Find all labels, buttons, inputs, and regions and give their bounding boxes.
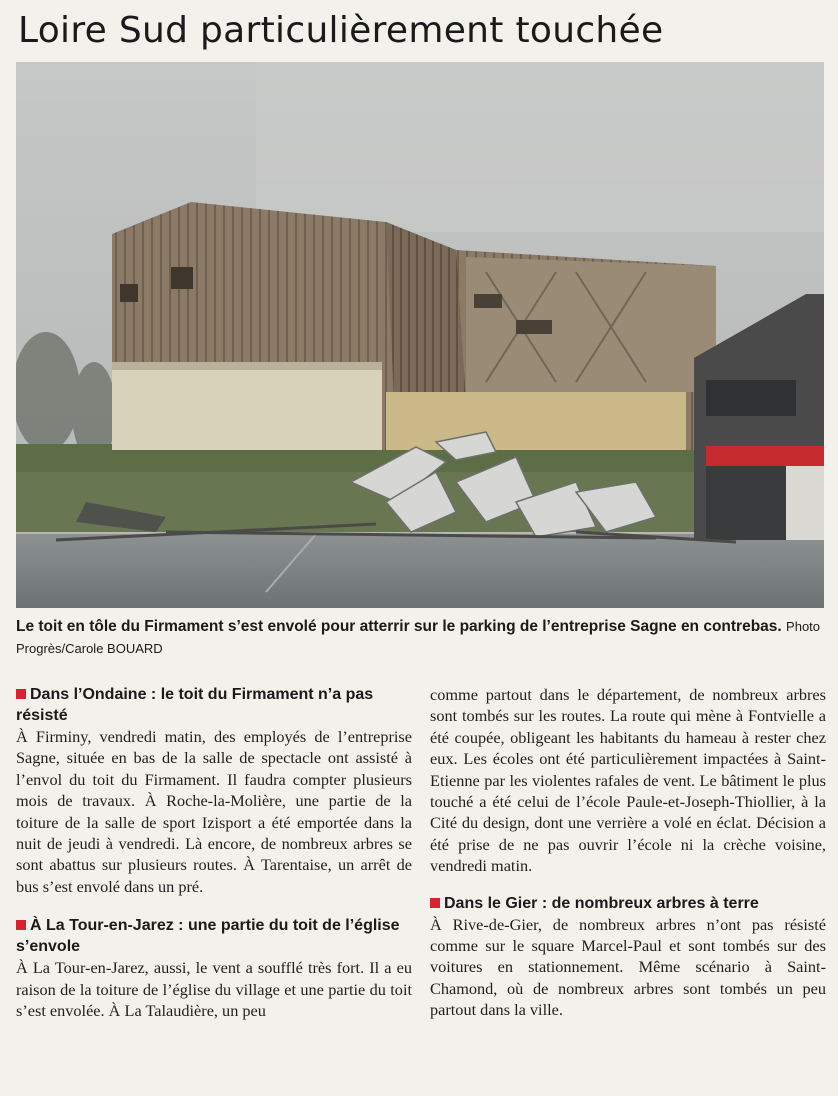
section-body-tour-en-jarez: À La Tour-en-Jarez, aussi, le vent a soufflé très fort. Il a eu raison de la toiture de l’église du village et une partie du toit s’est envolée. À La Talaudière, un peu bbox=[16, 958, 412, 1021]
photo-credit: Photo Progrès/Carole BOUARD bbox=[16, 619, 821, 656]
headline: Loire Sud particulièrement touchée bbox=[18, 10, 664, 51]
photo-illustration bbox=[16, 62, 824, 608]
article-column-left bbox=[16, 684, 412, 1039]
section-body-gier: À Rive-de-Gier, de nombreux arbres n’ont pas résisté comme sur le square Marcel-Paul et sont tombés sur des voitures en stationnement. Même scénario à Saint-Chamond, où de nombreux arbres sont tombés un peu partout dans la ville. bbox=[430, 914, 826, 1020]
article-column-right bbox=[430, 684, 826, 1039]
section-title-ondaine bbox=[16, 684, 412, 726]
section-body-continuation: comme partout dans le département, de nombreux arbres sont tombés sur les routes. La route qui mène à Fontvielle a été coupée, obligeant les habitants du hameau à rester chez eux. Les écoles ont été particulièrement impactées à Saint-Etienne par les violentes rafales de vent. Le bâtiment le plus touché a été celui de l’école Paule-et-Joseph-Thiollier, à la Cité du design, dont une verrière a volé en éclat. Décision a été prise de ne pas ouvrir l’école ni la crèche voisine, vendredi matin. bbox=[430, 685, 826, 876]
caption-text: Le toit en tôle du Firmament s’est envolé pour atterrir sur le parking de l’entreprise Sagne en contrebas. bbox=[16, 618, 782, 635]
section-body-ondaine: À Firminy, vendredi matin, des employés de l’entreprise Sagne, située en bas de la salle de spectacle ont assisté à l’envol du toit du Firmament. Il faudra compter plusieurs mois de travaux. À Roche-la-Molière, une partie de la toiture de la salle de sport Izisport a été emportée dans la nuit de jeudi à vendredi. Là encore, de nombreux arbres se sont abattus sur plusieurs routes. À Tarentaise, un arrêt de bus s’est envolé dans un pré. bbox=[16, 727, 412, 896]
section-title-gier-text: Dans le Gier : de nombreux arbres à terre bbox=[444, 894, 759, 912]
storm-damage-photo bbox=[16, 62, 824, 608]
red-square-bullet-icon bbox=[16, 689, 26, 699]
section-title-tour-en-jarez bbox=[16, 915, 412, 957]
section-title-gier bbox=[430, 893, 826, 914]
section-title-tour-en-jarez-text: À La Tour-en-Jarez : une partie du toit de l’église s’envole bbox=[16, 917, 400, 956]
photo-caption bbox=[16, 616, 824, 660]
red-square-bullet-icon bbox=[16, 920, 26, 930]
red-square-bullet-icon bbox=[430, 898, 440, 908]
section-title-ondaine-text: Dans l’Ondaine : le toit du Firmament n’a pas résisté bbox=[16, 686, 374, 724]
